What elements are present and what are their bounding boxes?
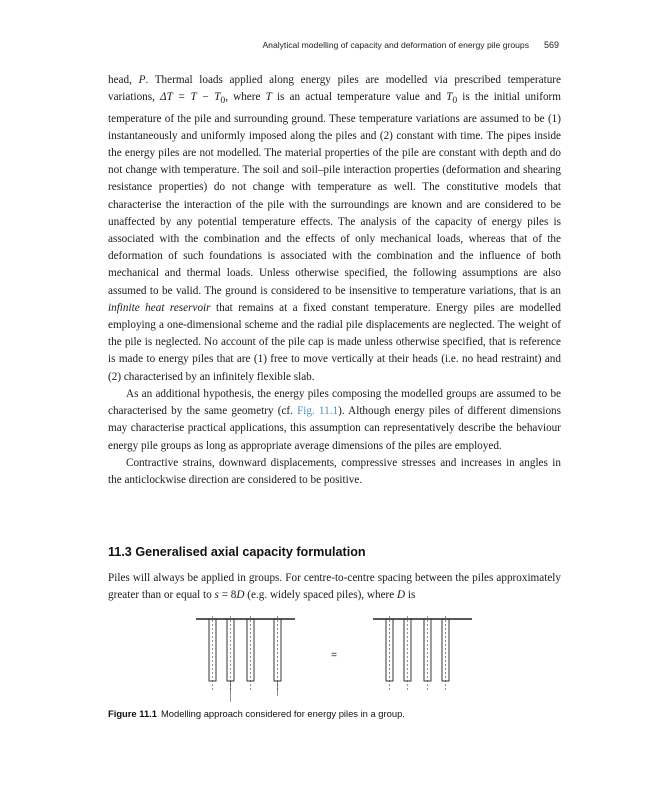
text-run: is [405,589,416,602]
paragraph-1 [108,72,561,386]
text-run: , where [225,91,266,104]
text-run: ). Although energy piles of different dimensions may characterise practical applications, this assumption can representatively describe the behaviour energy pile groups as long as appropriate average dimensions of the piles are employed. [108,405,561,452]
symbol-d: D [397,589,406,602]
symbol-d: D [236,589,245,602]
pile [424,616,431,692]
figure-caption [108,708,561,719]
symbol-p: P [138,74,146,86]
pile [404,616,411,692]
figure-reference-link[interactable]: Fig. 11.1 [297,405,339,418]
equals-sign: = [331,650,337,661]
section-text [108,570,561,604]
text-run: . Thermal loads applied along energy piles are modelled via prescribed temperature variations, [108,74,562,104]
text-run: As an additional hypothesis, the energy piles composing the modelled groups are assumed to be characterised by the same geometry (cf. [108,387,561,418]
body-text [108,72,561,489]
caption-label: Figure 11.1 [108,708,157,719]
caption-text: Modelling approach considered for energy piles in a group. [160,708,405,719]
pile [227,616,234,692]
paragraph-3: Contractive strains, downward displacements, compressive stresses and increases in angles in the anticlockwise direction are considered to be positive. [108,456,561,486]
pile [274,616,281,692]
pile-group-right [373,616,472,692]
pile [442,616,449,692]
pile [386,616,393,692]
text-run: is the initial uniform temperature of the pile and surrounding ground. These temperature variations are assumed to be (1) instantaneously and uniformly imposed along the piles and (2) constant with time. The pipes inside the energy piles are not modelled. The material properties of the pile are constant with depth and do not change with temperature. The soil and soil–pile interaction properties (deformation and shearing resistance properties) do not change with temperature as well. The constitutive models that characterise the interaction of the pile with the surroundings are known and are considered to be unaffected by any potential temperature effects. The analysis of the capacity of energy piles is associated with the combination and the effects of only mechanical loads, whereas that of the deformation of such foundations is associated with the combination and the influence of both mechanical and thermal loads. Unless otherwise specified, the following assumptions are also assumed to be valid. The ground is considered to be insensitive to temperature variations, that is an [108,91,561,297]
symbol-t: T [265,91,272,104]
text-run: Piles will always be applied in groups. For centre-to-centre spacing between the piles approximately greater than or equal to [108,572,561,602]
section-heading: 11.3 Generalised axial capacity formulation [108,545,366,559]
text-run: is an actual temperature value and [271,91,447,104]
pile [209,616,216,692]
pile-group-left [196,616,295,702]
text-run: = 8 [218,589,237,602]
pile-group-diagram [108,616,561,704]
symbol-s: s [214,589,219,602]
figure-11-1 [108,616,561,704]
paragraph-4 [108,570,561,604]
page-header [108,40,559,54]
text-run: head, [108,74,139,86]
emphasis-text: infinite heat reservoir [108,301,211,314]
delta-t-formula: ΔT = T − T [160,91,221,104]
subscript: 0 [220,96,226,107]
text-run: (e.g. widely spaced piles), where [244,589,398,602]
running-title: Analytical modelling of capacity and deformation of energy pile groups [262,40,529,50]
text-run: that remains at a fixed constant temperature. Energy piles are modelled employing a one-dimensional scheme and the radial pile displacements are neglected. The weight of the pile is neglected. No account of the pile cap is made unless otherwise specified, that is reference is made to energy piles that are (1) free to move vertically at their heads (i.e. no head restraint) and (2) characterised by an infinitely flexible slab. [108,301,561,383]
subscript: 0 [452,96,458,107]
page-number: 569 [543,40,559,50]
pile [247,616,254,692]
symbol-t0: T [446,91,453,104]
paragraph-2 [108,386,561,455]
